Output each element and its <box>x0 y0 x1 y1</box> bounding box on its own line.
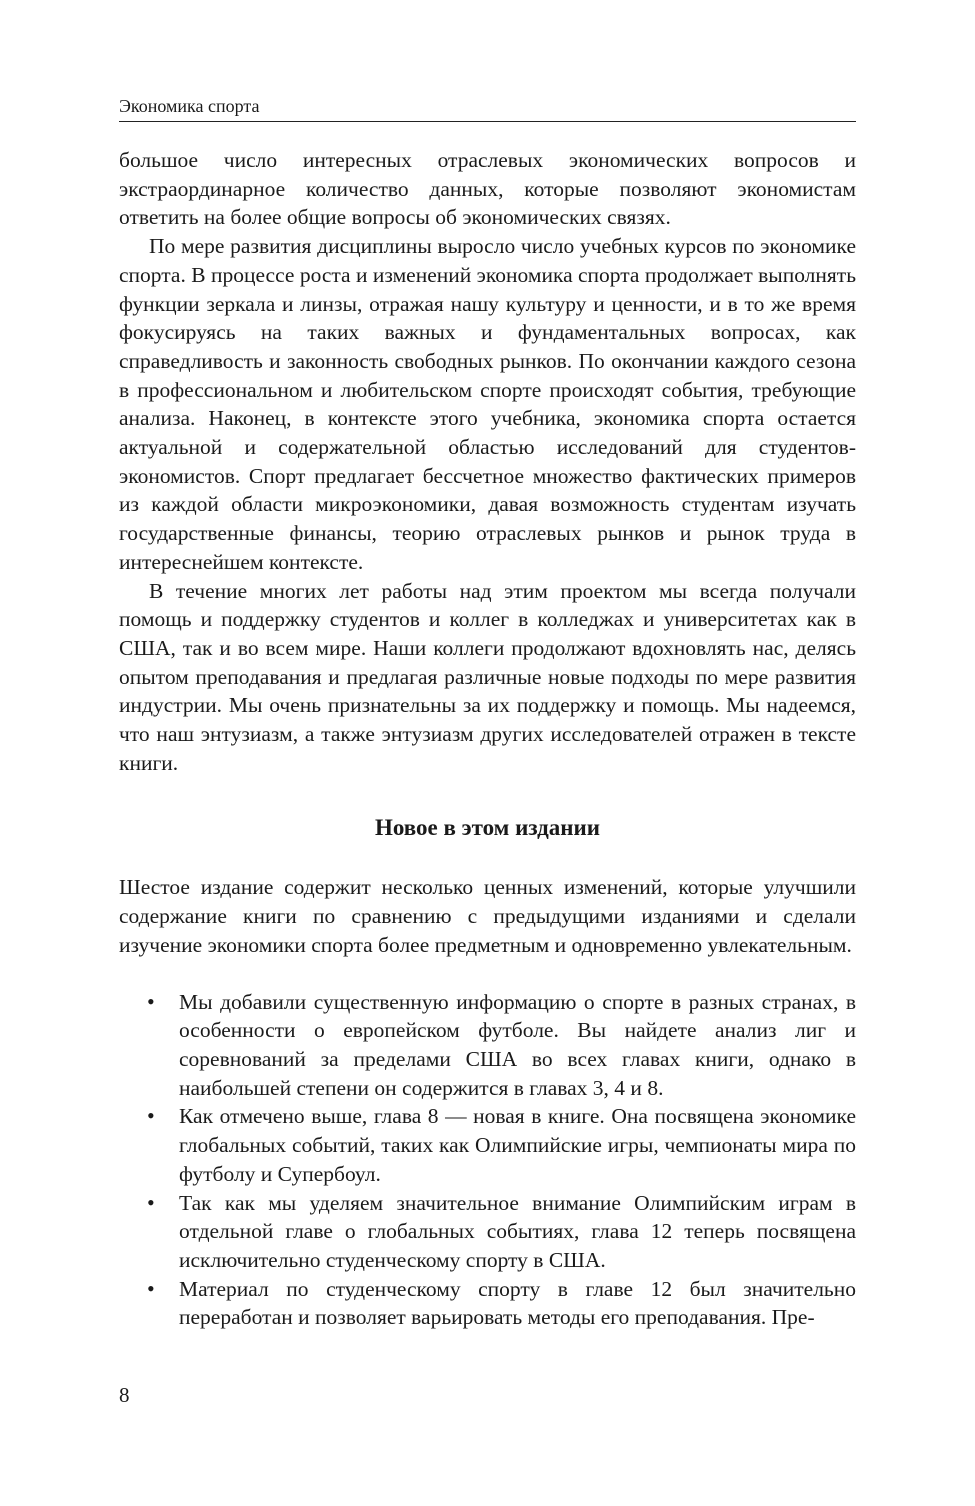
list-item-text: Мы добавили существенную информацию о спорте в разных странах, в особенности о европейском футболе. Вы найдете анализ лиг и соревнований за пределами США во всех главах книги, однако в наибольшей степени он содержится в главах 3, 4 и 8. <box>179 989 856 1100</box>
list-item <box>119 1189 856 1275</box>
bullet-icon: • <box>147 1103 155 1129</box>
bullet-list <box>119 988 856 1332</box>
list-item <box>119 1102 856 1188</box>
bullet-icon: • <box>147 988 155 1014</box>
page-number: 8 <box>119 1383 130 1407</box>
list-item-text: Так как мы уделяем значительное внимание Олимпийским играм в отдельной главе о глобальных событиях, глава 12 теперь посвящена исключительно студенческому спорту в США. <box>179 1190 856 1272</box>
list-item-text: Материал по студенческому спорту в главе 12 был значительно переработан и позволяет варьировать методы его преподавания. Пре- <box>179 1276 856 1330</box>
running-title: Экономика спорта <box>119 96 260 116</box>
list-item <box>119 1275 856 1332</box>
list-item-text: Как отмечено выше, глава 8 — новая в книге. Она посвящена экономике глобальных событий, таких как Олимпийские игры, чемпионаты мира по футболу и Супербоул. <box>179 1104 856 1186</box>
bullet-icon: • <box>147 1275 155 1301</box>
page-body <box>119 146 856 1332</box>
section-intro: Шестое издание содержит несколько ценных изменений, которые улучшили содержание книги по сравнению с предыдущими изданиями и сделали изучение экономики спорта более предметным и одновременно увлекательным. <box>119 875 856 957</box>
bullet-icon: • <box>147 1189 155 1215</box>
list-item <box>119 988 856 1103</box>
running-header <box>119 94 856 122</box>
paragraph: По мере развития дисциплины выросло число учебных курсов по экономике спорта. В процессе роста и изменений экономика спорта продолжает выполнять функции зеркала и линзы, отражая нашу культуру и ценности, и в то же время фокусируясь на таких важных и фундаментальных вопросах, как справедливость и законность свободных рынков. По окончании каждого сезона в профессиональном и любительском спорте происходят события, требующие анализа. Наконец, в контексте этого учебника, экономика спорта остается актуальной и содержательной областью исследований для студентов-экономистов. Спорт предлагает бессчетное множество фактических примеров из каждой области микроэкономики, давая возможность студентам изучать государственные финансы, теорию отраслевых рынков и рынок труда в интереснейшем контексте. <box>119 234 856 574</box>
paragraph: В течение многих лет работы над этим проектом мы всегда получали помощь и поддержку студентов и коллег в колледжах и университетах как в США, так и во всем мире. Наши коллеги продолжают вдохновлять нас, делясь опытом преподавания и предлагая различные новые подходы по мере развития индустрии. Мы очень признательны за их поддержку и помощь. Мы надеемся, что наш энтузиазм, а также энтузиазм других исследователей отражен в тексте книги. <box>119 578 856 775</box>
section-heading: Новое в этом издании <box>374 815 601 841</box>
paragraph-continued: большое число интересных отраслевых экономических вопросов и экстраординарное количество данных, которые позволяют экономистам ответить на более общие вопросы об экономических связях. <box>119 148 856 230</box>
